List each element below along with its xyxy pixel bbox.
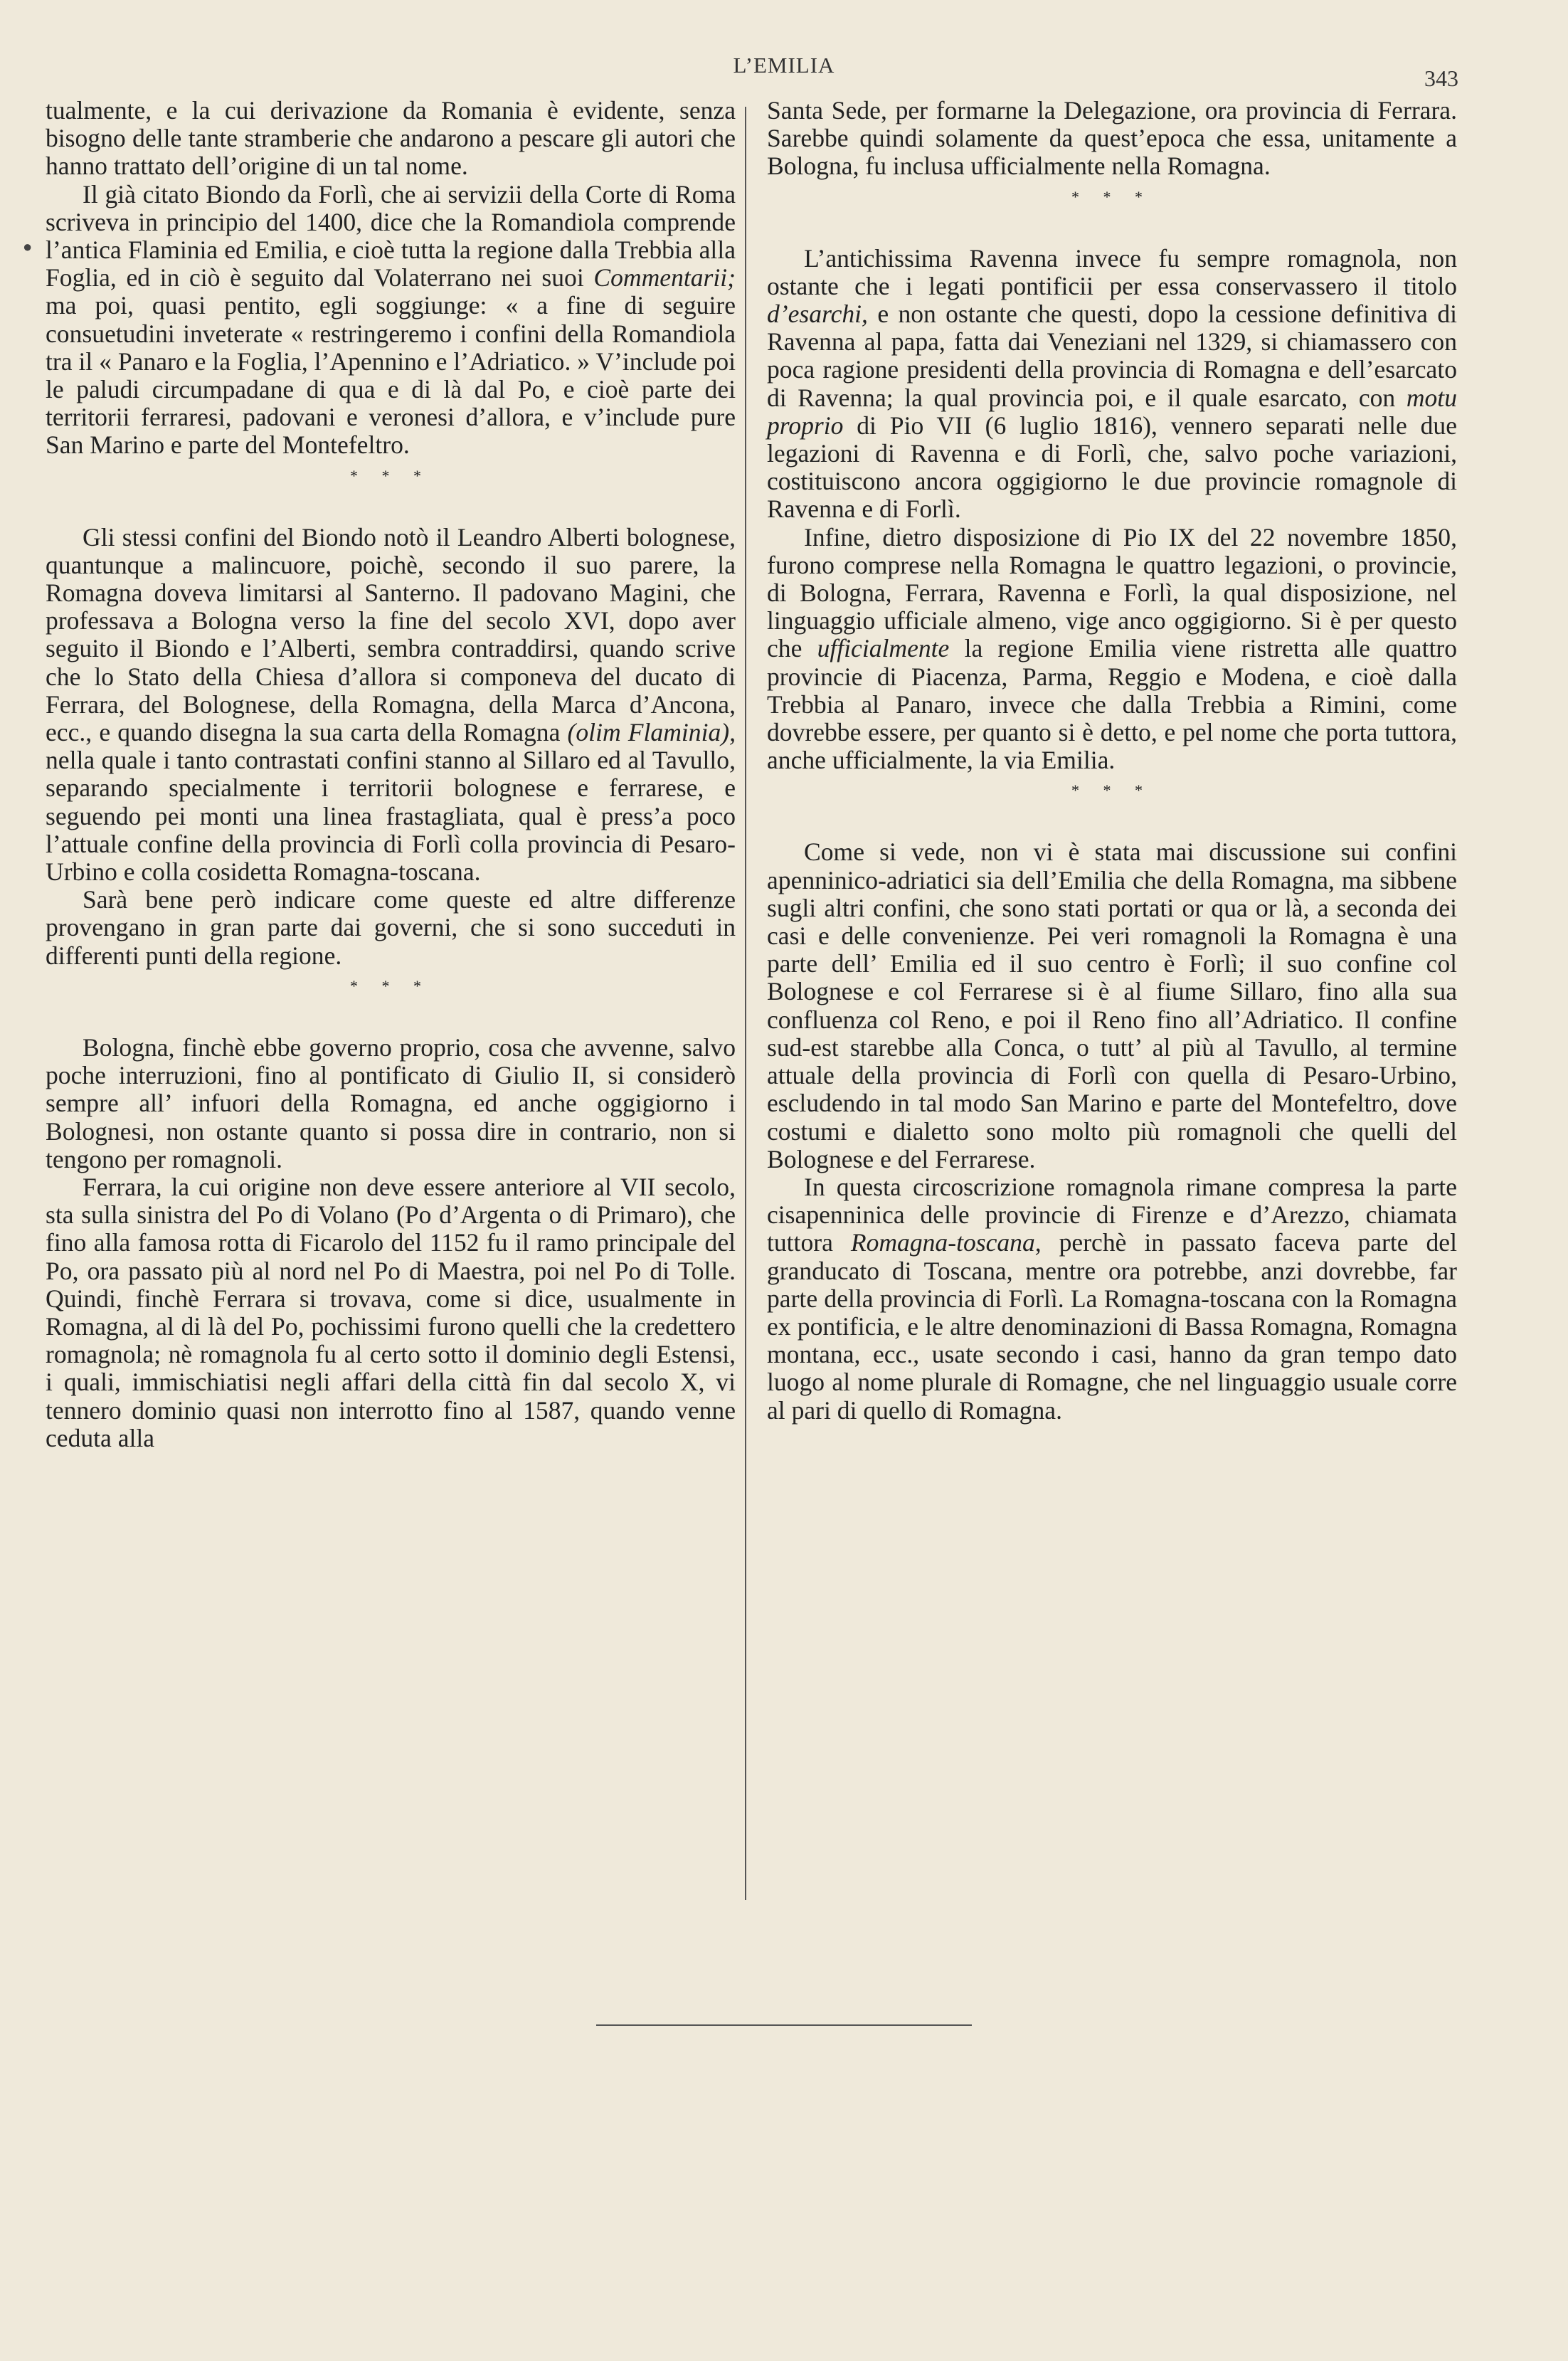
left-paragraph-6: Ferrara, la cui origine non deve essere anteriore al VII secolo, sta sulla sinistra del Po di Volano (Po d’Argenta o di Primaro), che fino alla famosa rotta di Ficarolo del 1152 fu il ramo principale del Po, ora passato più al nord nel Po di Maestra, poi nel Po di Tolle. Quindi, finchè Ferrara si trovava, come si dice, usualmente in Romagna, al di là del Po, pochissimi furono quelli che la credettero romagnola; nè romagnola fu al certo sotto il dominio degli Estensi, i quali, immischiatisi negli affari della città fin dal secolo X, vi tennero dominio quasi non interrotto fino al 1587, quando venne ceduta alla xyxy=(46,1172,736,1452)
footer-rule xyxy=(596,2024,972,2026)
right-paragraph-2: L’antichissima Ravenna invece fu sempre romagnola, non ostante che i legati pontificii per essa conservassero il titolo d’esarchi, e non ostante che questi, dopo la cessione definitiva di Ravenna al papa, fatta dai Veneziani nel 1329, si chiamassero con poca ragione presidenti della provincia di Romagna e dell’esarcato di Ravenna; la qual provincia poi, e il quale esarcato, con motu proprio di Pio VII (6 luglio 1816), vennero separati nelle due legazioni di Ravenna e di Forlì, che, salvo poche variazioni, costituiscono ancora oggigiorno le due provincie romagnole di Ravenna e di Forlì. xyxy=(767,243,1457,524)
right-paragraph-1: Santa Sede, per formarne la Delegazione, ora provincia di Ferrara. Sarebbe quindi solamente da quest’epoca che essa, unitamente a Bologna, fu inclusa ufficialmente nella Romagna. xyxy=(767,96,1457,181)
right-column xyxy=(767,97,1457,1425)
left-paragraph-4: Sarà bene però indicare come queste ed altre differenze provengano in gran parte dai governi, che si sono succeduti in differenti punti della regione. xyxy=(46,885,736,970)
page-number: 343 xyxy=(1424,65,1458,91)
column-divider xyxy=(745,107,746,1900)
left-column xyxy=(46,97,736,1452)
section-separator: * * * xyxy=(350,466,431,485)
section-separator: * * * xyxy=(350,976,431,995)
section-separator: * * * xyxy=(1071,187,1153,206)
running-header-title: L’EMILIA xyxy=(733,53,835,78)
left-paragraph-5: Bologna, finchè ebbe governo proprio, cosa che avvenne, salvo poche interruzioni, fino al pontificato di Giulio II, si considerò sempre all’ infuori della Romagna, ed anche oggigiorno i Bolognesi, non ostante quanto si possa dire in contrario, non si tengono per romagnoli. xyxy=(46,1032,736,1173)
margin-bullet: ● xyxy=(23,238,33,255)
left-paragraph-2: Il già citato Biondo da Forlì, che ai servizii della Corte di Roma scriveva in principio del 1400, dice che la Romandiola comprende l’antica Flaminia ed Emilia, e cioè tutta la regione dalla Trebbia alla Foglia, ed in ciò è seguito dal Volaterrano nei suoi Commentarii; ma poi, quasi pentito, egli soggiunge: « a fine di seguire consuetudini inveterate « restringeremo i confini della Romandiola tra il « Panaro e la Foglia, l’Apennino e l’Adriatico. » V’include poi le paludi circumpadane di qua e di là dal Po, e cioè parte dei territorii ferraresi, padovani e veronesi d’allora, e v’include pure San Marino e parte del Montefeltro. xyxy=(46,179,736,460)
right-paragraph-5: In questa circoscrizione romagnola rimane compresa la parte cisapenninica delle provincie di Firenze e d’Arezzo, chiamata tuttora Romagna-toscana, perchè in passato faceva parte del granducato di Toscana, mentre ora potrebbe, anzi dovrebbe, far parte della provincia di Forlì. La Romagna-toscana con la Romagna ex pontificia, e le altre denominazioni di Bassa Romagna, Romagna montana, ecc., usate secondo i casi, hanno da gran tempo dato luogo al nome plurale di Romagne, che nel linguaggio usuale corre al pari di quello di Romagna. xyxy=(767,1172,1457,1425)
left-paragraph-3: Gli stessi confini del Biondo notò il Leandro Alberti bolognese, quantunque a malincuore, poichè, secondo il suo parere, la Romagna doveva limitarsi al Santerno. Il padovano Magini, che professava a Bologna verso la fine del secolo XVI, dopo aver seguito il Biondo e l’Alberti, sembra contraddirsi, quando scrive che lo Stato della Chiesa d’allora si componeva del ducato di Ferrara, del Bolognese, della Romagna, della Marca d’Ancona, ecc., e quando disegna la sua carta della Romagna (olim Flaminia), nella quale i tanto contrastati confini stanno al Sillaro ed al Tavullo, separando specialmente i territorii bolognese e ferrarese, e seguendo pei monti una linea frastagliata, qual è press’a poco l’attuale confine della provincia di Forlì colla provincia di Pesaro-Urbino e colla cosidetta Romagna-toscana. xyxy=(46,522,736,887)
left-paragraph-1: tualmente, e la cui derivazione da Romania è evidente, senza bisogno delle tante stramberie che andarono a pescare gli autori che hanno trattato dell’origine di un tal nome. xyxy=(46,96,736,181)
right-paragraph-3: Infine, dietro disposizione di Pio IX del 22 novembre 1850, furono comprese nella Romagna le quattro legazioni, o provincie, di Bologna, Ferrara, Ravenna e Forlì, la qual disposizione, nel linguaggio ufficiale almeno, vige anco oggigiorno. Si è per questo che ufficialmente la regione Emilia viene ristretta alle quattro provincie di Piacenza, Parma, Reggio e Modena, e cioè dalla Trebbia al Panaro, invece che dalla Trebbia a Rimini, come dovrebbe essere, per quanto si è detto, e pel nome che porta tuttora, anche ufficialmente, la via Emilia. xyxy=(767,522,1457,775)
right-paragraph-4: Come si vede, non vi è stata mai discussione sui confini apenninico-adriatici sia dell’Emilia che della Romagna, ma sibbene sugli altri confini, che sono stati portati or qua or là, a seconda dei casi e delle convenienze. Pei veri romagnoli la Romagna è una parte dell’ Emilia ed il suo centro è Forlì; il suo confine col Bolognese e col Ferrarese si è al fiume Sillaro, fino alla sua confluenza col Reno, e poi il Reno fino all’Adriatico. Il confine sud-est starebbe alla Conca, o tutt’ al più al Tavullo, al termine attuale della provincia di Forlì con quella di Pesaro-Urbino, escludendo in tal modo San Marino e parte del Montefeltro, dove costumi e dialetto sono molto più romagnoli che quelli del Bolognese e del Ferrarese. xyxy=(767,838,1457,1173)
section-separator: * * * xyxy=(1071,781,1153,800)
